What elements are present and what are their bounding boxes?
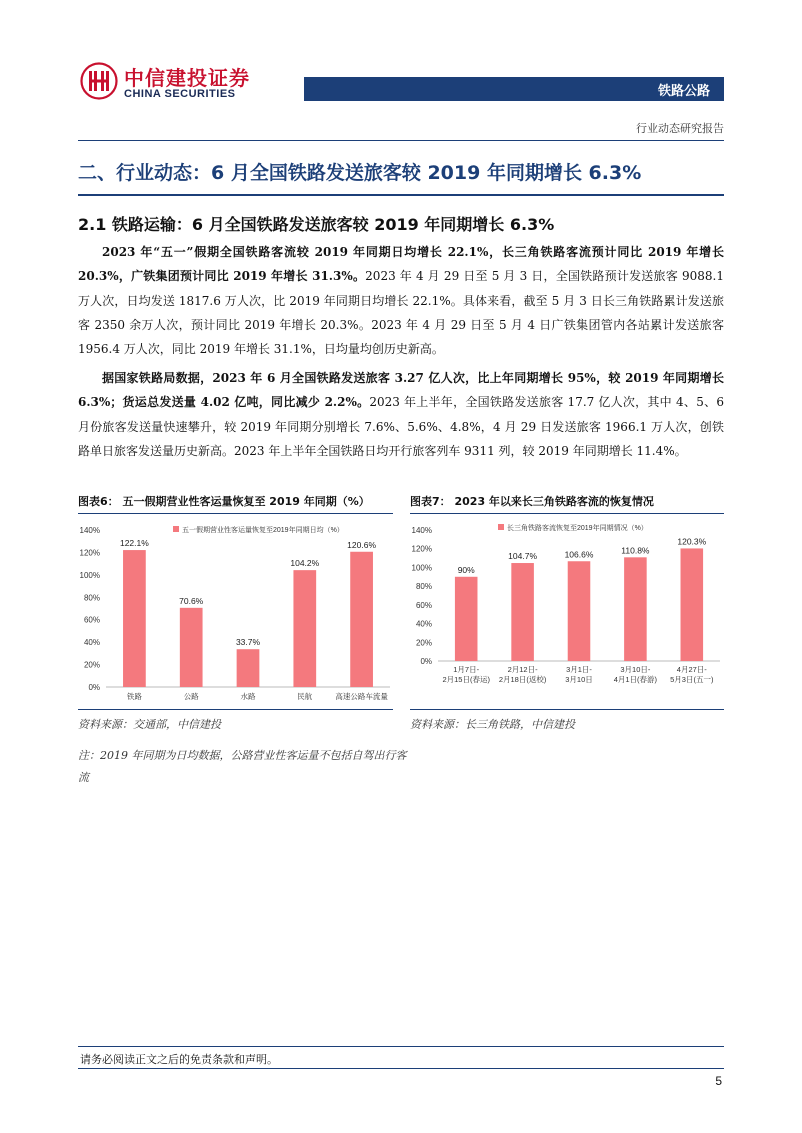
fig6-data-label: 104.2% [290, 558, 320, 569]
fig7-y-tick-label: 100% [411, 563, 432, 573]
fig7-y-tick-label: 40% [415, 619, 432, 629]
fig7-x-tick-label: 2月12日- [507, 665, 538, 674]
paragraph-2-bold: 据国家铁路局数据，2023 年 6 月全国铁路发送旅客 3.27 亿人次，比上年同期增长 95%，较 2019 年同期增长 6.3%；货运总发送量 4.02 亿吨，同比减少 2.2%。 [78, 371, 724, 410]
fig7-y-tick-label: 140% [411, 526, 432, 535]
figure-6-title: 图表6： 五一假期营业性客运量恢复至 2019 年同期（%） [78, 495, 370, 508]
header-divider [78, 140, 724, 141]
fig6-x-tick-label: 铁路 [126, 692, 142, 701]
fig7-data-label: 120.3% [677, 536, 707, 547]
fig6-y-tick-label: 120% [79, 548, 100, 558]
fig6-y-tick-label: 0% [88, 683, 100, 692]
fig6-data-label: 70.6% [179, 595, 204, 606]
china-securities-logo-icon [80, 62, 118, 100]
logo-english-name: CHINA SECURITIES [124, 88, 236, 100]
fig6-y-tick-label: 40% [83, 638, 100, 648]
fig6-y-tick-label: 140% [79, 526, 100, 535]
paragraph-1 [78, 240, 724, 361]
fig7-legend-label: 长三角铁路客流恢复至2019年同期情况（%） [507, 525, 648, 532]
fig7-data-label: 104.7% [508, 551, 538, 562]
figure-6-chart [78, 516, 393, 706]
figure-6-source: 资料来源：交通部，中信建投 [78, 718, 221, 731]
fig6-legend-label: 五一假期营业性客运量恢复至2019年同期日均（%） [182, 527, 344, 534]
footer-rule-top [78, 1046, 724, 1047]
fig7-y-tick-label: 80% [415, 582, 432, 592]
fig7-x-tick-label: 4月27日- [676, 665, 707, 674]
fig6-bar [293, 570, 316, 687]
logo-chinese-name: 中信建投证券 [124, 66, 250, 90]
fig7-data-label: 110.8% [621, 545, 650, 556]
section-title-rule [78, 194, 724, 196]
subsection-title: 2.1 铁路运输：6 月全国铁路发送旅客较 2019 年同期增长 6.3% [78, 215, 555, 234]
fig7-x-tick-label: 3月10日- [620, 665, 651, 674]
fig7-x-tick-label: 4月1日(春游) [613, 675, 658, 684]
fig7-bar [511, 563, 534, 661]
paragraph-2-text: 2023 年上半年，全国铁路发送旅客 17.7 亿人次，其中 4、5、6 月份旅客发送量快速攀升，较 2019 年同期分别增长 7.6%、5.6%、4.8%，4 月 29 日发送旅客 1966.1 万人次，创铁路单日旅客发送量历史新高。2023 年上半年全国铁路日均开行旅客列车 9311 列，较 2019 年同期增长 11.4%。 [78, 395, 725, 458]
fig7-x-tick-label: 1月7日- [453, 665, 480, 674]
fig7-x-tick-label: 5月3日(五一) [670, 675, 714, 684]
fig6-x-tick-label: 水路 [240, 692, 256, 701]
figure-7-bottom-rule [410, 709, 724, 710]
footer-rule-bottom [78, 1068, 724, 1069]
fig6-data-label: 33.7% [235, 637, 261, 648]
fig7-x-tick-label: 3月1日- [566, 665, 592, 674]
report-type: 行业动态研究报告 [636, 122, 724, 135]
fig7-data-label: 106.6% [564, 549, 594, 560]
fig6-y-tick-label: 20% [83, 660, 100, 670]
page-number: 5 [715, 1074, 722, 1088]
section-title: 二、行业动态：6 月全国铁路发送旅客较 2019 年同期增长 6.3% [78, 162, 642, 184]
figure-7-source: 资料来源：长三角铁路，中信建投 [410, 718, 575, 731]
fig6-x-tick-label: 公路 [183, 692, 199, 701]
fig6-x-tick-label: 民航 [297, 692, 313, 701]
fig7-legend-swatch [498, 524, 504, 530]
fig7-y-tick-label: 20% [415, 638, 432, 648]
fig6-bar [350, 552, 373, 687]
figure-6-top-rule [78, 513, 393, 514]
fig7-bar [568, 561, 591, 661]
fig6-y-tick-label: 80% [83, 593, 100, 603]
fig6-data-label: 120.6% [347, 539, 377, 550]
fig6-y-tick-label: 60% [83, 615, 100, 625]
fig6-y-tick-label: 100% [79, 570, 100, 580]
figure-7-title: 图表7： 2023 年以来长三角铁路客流的恢复情况 [410, 495, 654, 508]
figure-7-chart [410, 516, 724, 706]
paragraph-2 [78, 366, 724, 463]
fig6-x-tick-label: 高速公路车流量 [335, 692, 388, 701]
fig6-bar [180, 608, 203, 687]
fig6-bar [123, 550, 146, 687]
fig7-x-tick-label: 2月18日(返校) [498, 675, 547, 684]
fig6-bar [237, 649, 260, 687]
figure-6-note: 注：2019 年同期为日均数据，公路营业性客运量不包括自驾出行客流 [78, 749, 407, 784]
fig7-bar [681, 548, 704, 661]
paragraph-1-bold: 2023 年“五一”假期全国铁路客流较 2019 年同期日均增长 22.1%，长三角铁路客流预计同比 2019 年增长 20.3%，广铁集团预计同比 2019 年增长 31.3%。 [78, 245, 724, 284]
fig7-y-tick-label: 60% [415, 600, 432, 610]
header-bar [304, 77, 724, 101]
disclaimer: 请务必阅读正文之后的免责条款和声明。 [80, 1053, 278, 1066]
paragraph-1-text: 2023 年 4 月 29 日至 5 月 3 日，全国铁路预计发送旅客 9088.1 万人次，日均发送 1817.6 万人次，比 2019 年同期日均增长 22.1%。具体来看，截至 5 月 3 日长三角铁路累计发送旅客 2350 余万人次，预计同比 2019 年增长 20.3%。2023 年 4 月 29 日至 5 月 4 日广铁集团管内各站累计发送旅客 1956.4 万人次，同比 2019 年增长 31.1%，日均量均创历史新高。 [78, 269, 724, 357]
figure-7-top-rule [410, 513, 724, 514]
fig6-data-label: 122.1% [119, 538, 149, 549]
fig7-y-tick-label: 0% [420, 657, 432, 666]
fig7-bar [624, 557, 647, 661]
fig7-x-tick-label: 2月15日(春运) [442, 675, 490, 684]
fig7-x-tick-label: 3月10日 [565, 675, 593, 684]
fig7-y-tick-label: 120% [411, 544, 432, 554]
fig6-legend-swatch [173, 526, 179, 532]
figure-6-bottom-rule [78, 709, 393, 710]
fig7-bar [455, 577, 478, 661]
sector-label: 铁路公路 [657, 84, 710, 99]
fig7-data-label: 90% [457, 564, 475, 575]
